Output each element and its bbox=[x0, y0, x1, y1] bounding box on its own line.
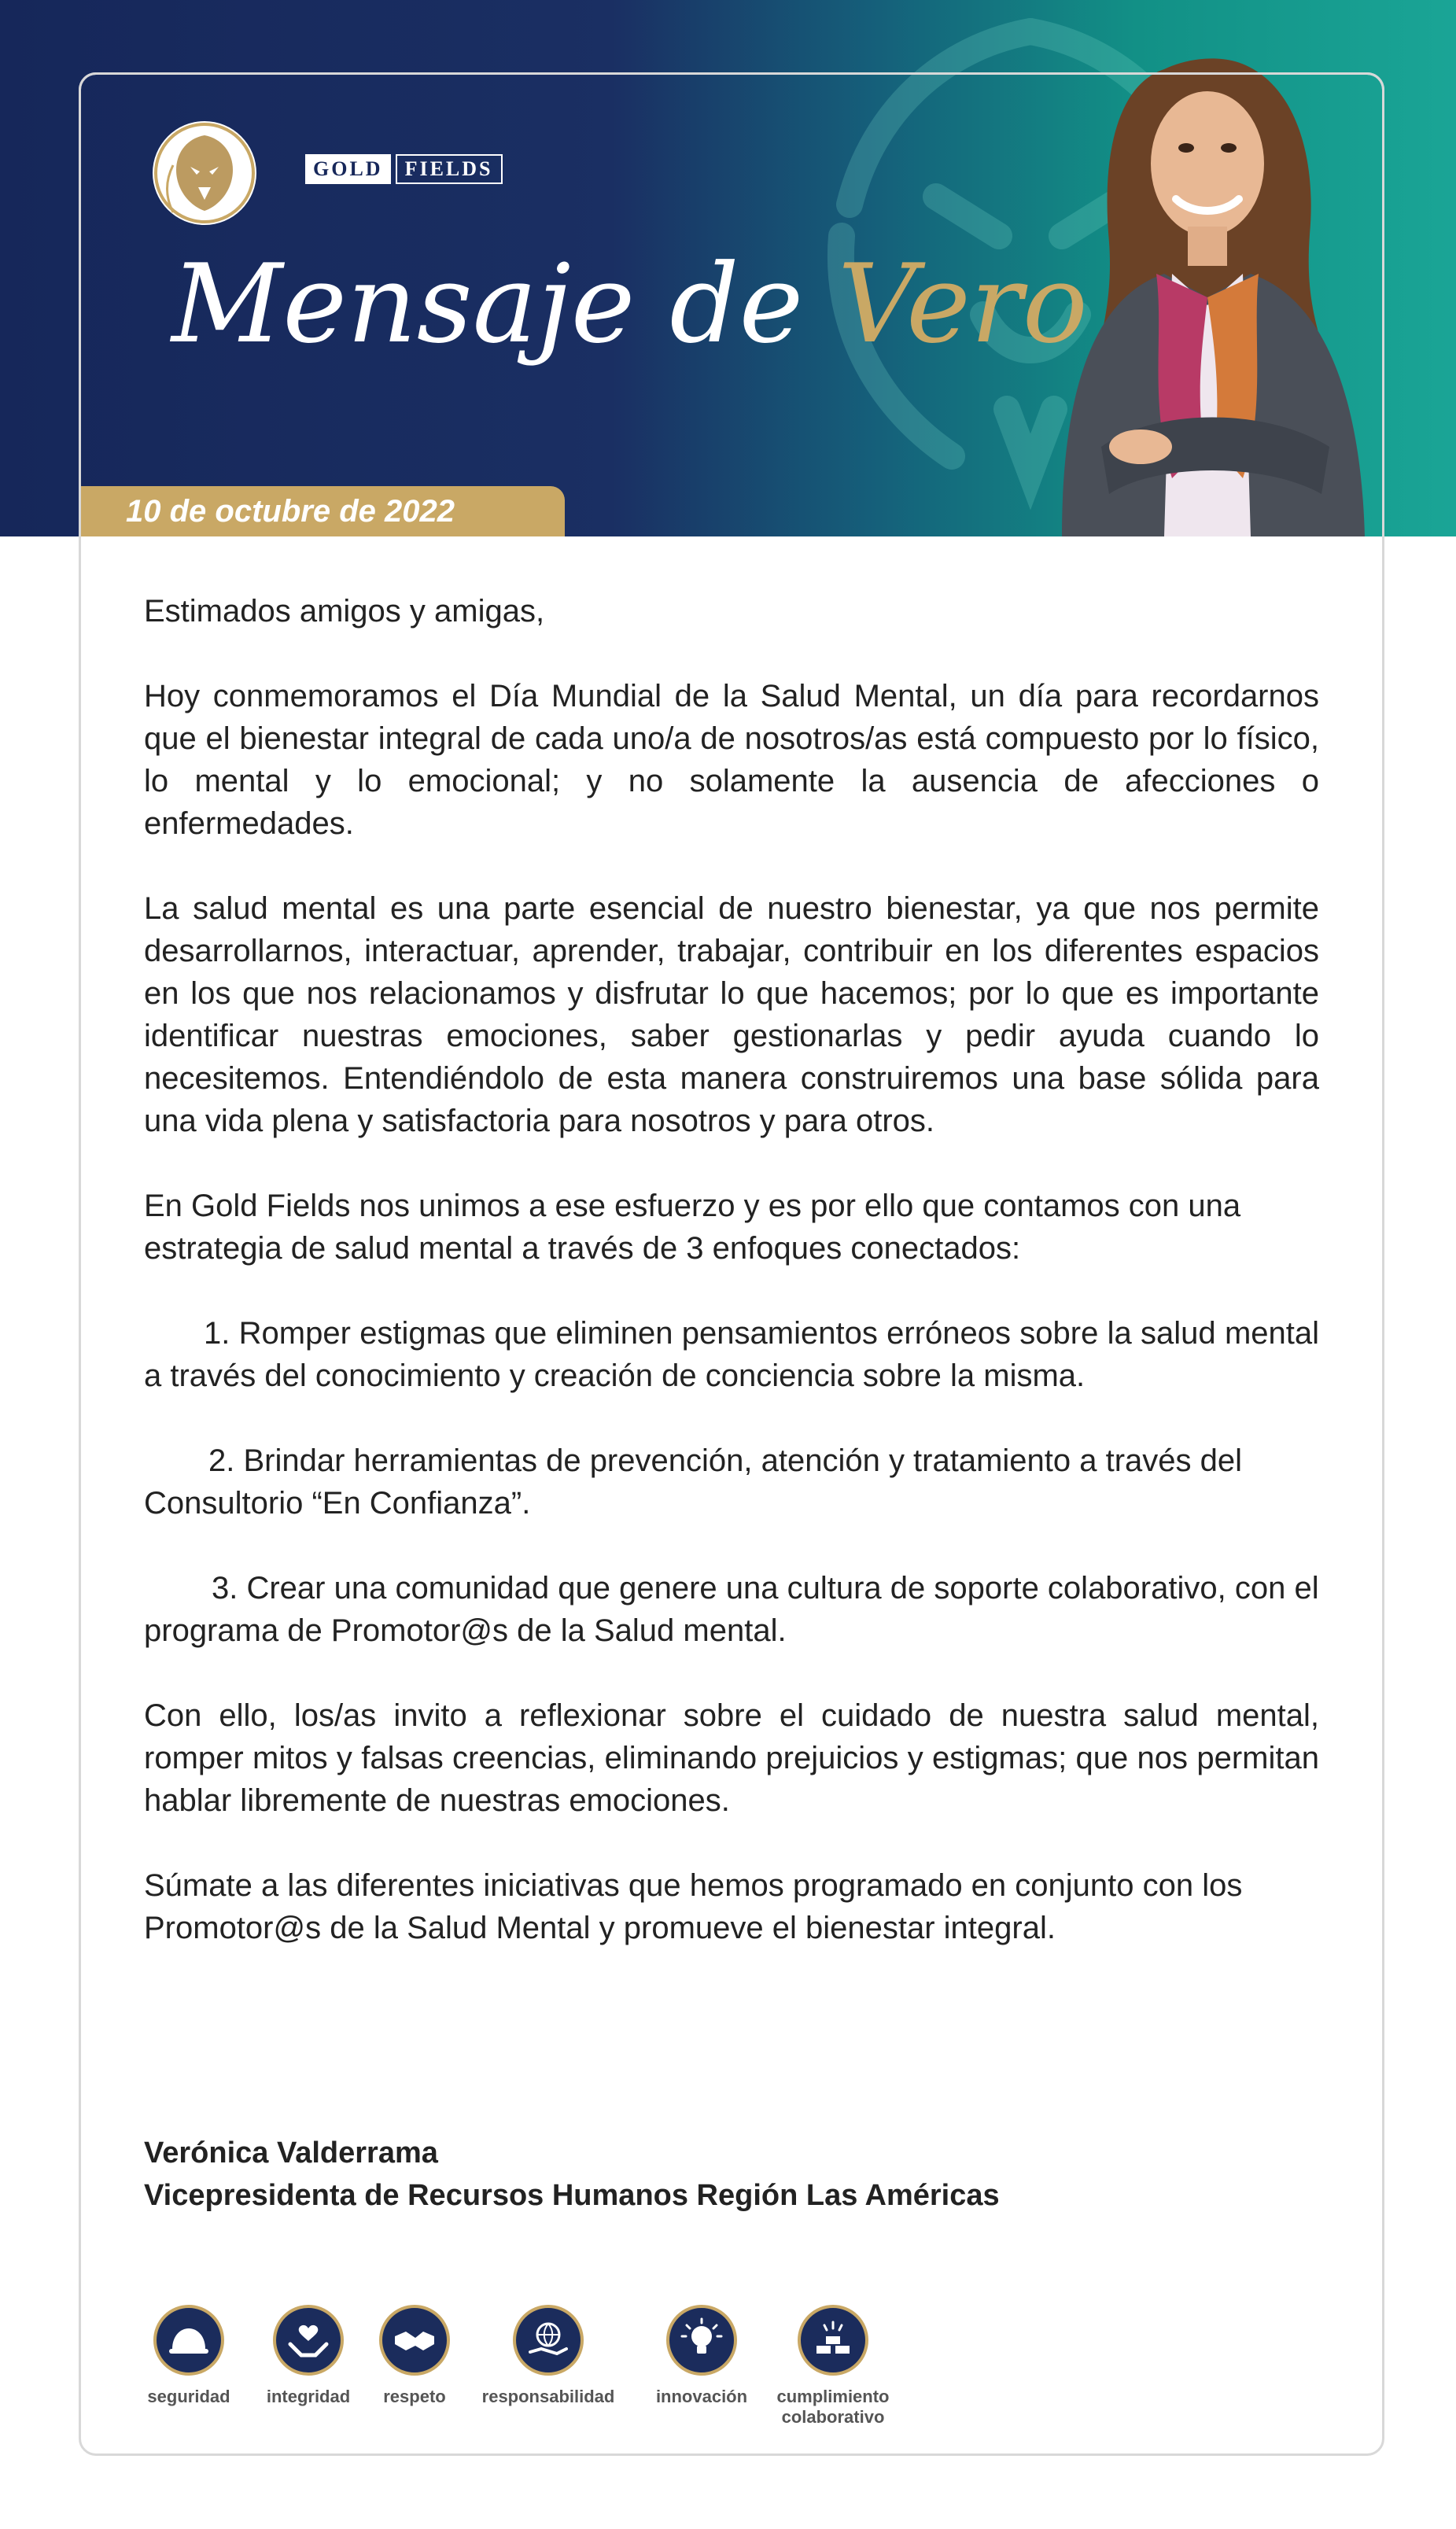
values-row bbox=[0, 2305, 1456, 2439]
value-label: innovación bbox=[655, 2387, 748, 2406]
signature-block bbox=[144, 2132, 1000, 2217]
value-label: responsabilidad bbox=[481, 2387, 615, 2406]
letter-body bbox=[144, 590, 1319, 1992]
value-label: integridad bbox=[266, 2387, 351, 2406]
globe-hand-icon bbox=[525, 2317, 571, 2363]
gold-bars-icon bbox=[810, 2317, 856, 2363]
title-mensaje-de: Mensaje de bbox=[171, 241, 839, 367]
value-label: seguridad bbox=[147, 2387, 230, 2406]
value-label: respeto bbox=[383, 2387, 446, 2406]
lightbulb-icon bbox=[679, 2317, 724, 2363]
date-text: 10 de octubre de 2022 bbox=[126, 494, 455, 529]
letter-closing-2: Súmate a las diferentes iniciativas que hemos programado en conjunto con los Promotor@s de la Salud Mental y promueve el bienestar integral. bbox=[144, 1868, 1243, 1945]
letter-list-item-1: 1. Romper estigmas que eliminen pensamientos erróneos sobre la salud mental a través del conocimiento y creación de conciencia sobre la misma. bbox=[144, 1316, 1319, 1393]
value-cumplimiento-colaborativo bbox=[758, 2305, 908, 2428]
letter-paragraph-3: En Gold Fields nos unimos a ese esfuerzo y es por ello que contamos con una estrategia de salud mental a través de 3 enfoques conectados: bbox=[144, 1189, 1241, 1266]
handshake-icon bbox=[392, 2317, 437, 2363]
page-title bbox=[171, 241, 1088, 367]
hands-heart-icon bbox=[286, 2317, 331, 2363]
helmet-icon bbox=[166, 2317, 212, 2363]
letter-closing-1: Con ello, los/as invito a reflexionar sobre el cuidado de nuestra salud mental, romper mitos y falsas creencias, eliminando prejuicios y estigmas; que nos permitan hablar libremente de nuestras emociones. bbox=[144, 1698, 1319, 1818]
signature-name: Verónica Valderrama bbox=[144, 2136, 438, 2170]
signature-title: Vicepresidenta de Recursos Humanos Región Las Américas bbox=[144, 2179, 1000, 2212]
letter-list-item-3: 3. Crear una comunidad que genere una cultura de soporte colaborativo, con el programa de Promotor@s de la Salud mental. bbox=[144, 1571, 1319, 1648]
brand-gold-text: GOLD bbox=[305, 154, 391, 184]
brand-fields-text: FIELDS bbox=[396, 154, 503, 184]
value-respeto bbox=[340, 2305, 489, 2407]
letter-paragraph-2: La salud mental es una parte esencial de nuestro bienestar, ya que nos permite desarrollarnos, interactuar, aprender, trabajar, contribuir en los diferentes espacios en los que nos relacionamos y disfrutar lo que hacemos; por lo que es importante identificar nuestras emociones, saber gestionarlas y pedir ayuda cuando lo necesitemos. Entendiéndolo de esta manera construiremos una base sólida para una vida plena y satisfactoria para nosotros y para otros. bbox=[144, 891, 1319, 1138]
value-responsabilidad bbox=[474, 2305, 623, 2407]
value-label: cumplimiento colaborativo bbox=[776, 2387, 890, 2427]
gold-fields-wordmark bbox=[305, 154, 503, 184]
portrait-photo bbox=[1046, 38, 1377, 536]
gold-fields-lion-logo-icon bbox=[149, 118, 260, 228]
letter-list-item-2: 2. Brindar herramientas de prevención, atención y tratamiento a través del Consultorio “En Confianza”. bbox=[144, 1443, 1243, 1521]
value-innovacion bbox=[627, 2305, 776, 2407]
title-vero: Vero bbox=[838, 241, 1088, 367]
letter-paragraph-1: Hoy conmemoramos el Día Mundial de la Salud Mental, un día para recordarnos que el bienestar integral de cada uno/a de nosotros/as está compuesto por lo físico, lo mental y lo emocional; y no solamente la ausencia de afecciones o enfermedades. bbox=[144, 679, 1319, 841]
letter-greeting: Estimados amigos y amigas, bbox=[144, 594, 545, 629]
